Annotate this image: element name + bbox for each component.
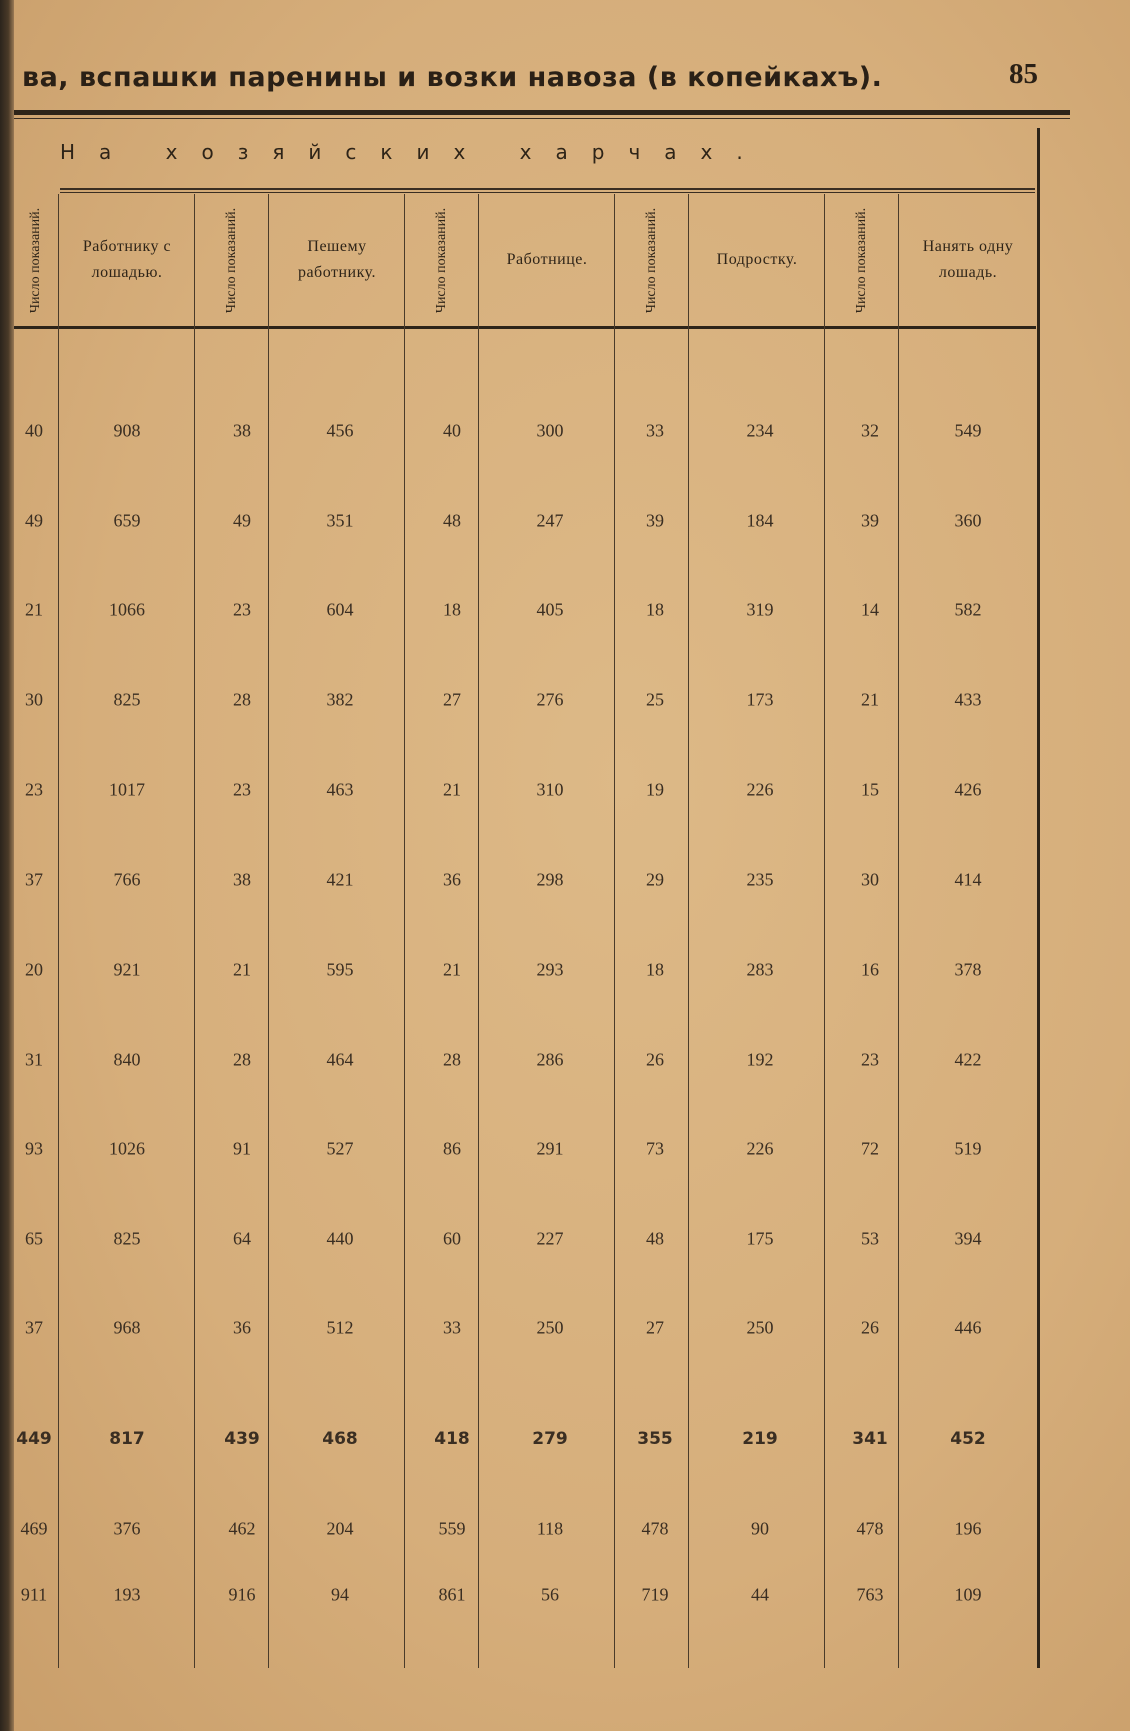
table-cell: 173	[746, 689, 774, 710]
table-cell: 39	[646, 510, 664, 531]
table-cell: 319	[746, 599, 774, 620]
table-cell: 184	[746, 510, 774, 531]
table-group-title: На хозяйских харчах.	[60, 140, 767, 164]
table-cell: 226	[746, 779, 774, 800]
column-header-worker-with-horse: Работнику с лошадью.	[82, 238, 172, 281]
table-cell: 60	[443, 1228, 461, 1249]
group-rule-thin	[60, 192, 1035, 193]
table-cell: 300	[536, 420, 564, 441]
table-cell: 418	[434, 1429, 470, 1449]
table-cell: 840	[113, 1049, 141, 1070]
table-cell: 39	[861, 510, 879, 531]
table-cell: 1066	[109, 599, 145, 620]
column-header-count-4: Число показаний.	[854, 207, 870, 313]
table-cell: 1026	[109, 1138, 145, 1159]
table-cell: 91	[233, 1138, 251, 1159]
table-cell: 414	[954, 869, 982, 890]
table-cell: 19	[646, 779, 664, 800]
table-cell: 766	[113, 869, 141, 890]
header-rule-thin	[14, 118, 1070, 119]
table-cell: 227	[536, 1228, 564, 1249]
table-cell: 31	[25, 1049, 43, 1070]
table-cell: 817	[109, 1429, 145, 1449]
column-divider	[404, 194, 405, 1668]
table-cell: 291	[536, 1138, 564, 1159]
column-divider	[58, 194, 59, 1668]
table-cell: 283	[746, 959, 774, 980]
table-cell: 519	[954, 1138, 982, 1159]
table-cell: 351	[326, 510, 354, 531]
table-cell: 175	[746, 1228, 774, 1249]
table-cell: 29	[646, 869, 664, 890]
table-cell: 422	[954, 1049, 982, 1070]
table-cell: 23	[861, 1049, 879, 1070]
table-cell: 193	[113, 1584, 141, 1605]
table-cell: 21	[25, 599, 43, 620]
table-cell: 56	[541, 1584, 559, 1605]
table-cell: 192	[746, 1049, 774, 1070]
table-cell: 37	[25, 869, 43, 890]
table-cell: 825	[113, 1228, 141, 1249]
column-header-female-worker: Работнице.	[506, 251, 588, 268]
table-cell: 286	[536, 1049, 564, 1070]
table-cell: 861	[438, 1584, 466, 1605]
table-cell: 360	[954, 510, 982, 531]
table-cell: 94	[331, 1584, 349, 1605]
table-cell: 376	[113, 1518, 141, 1539]
header-bottom-rule	[14, 326, 1036, 329]
table-cell: 36	[443, 869, 461, 890]
page-binding-edge	[0, 0, 14, 1731]
table-cell: 464	[326, 1049, 354, 1070]
table-cell: 27	[443, 689, 461, 710]
table-cell: 40	[443, 420, 461, 441]
table-cell: 18	[646, 599, 664, 620]
table-cell: 23	[233, 779, 251, 800]
table-cell: 44	[751, 1584, 769, 1605]
table-cell: 23	[25, 779, 43, 800]
table-cell: 28	[233, 1049, 251, 1070]
table-cell: 93	[25, 1138, 43, 1159]
table-cell: 405	[536, 599, 564, 620]
table-cell: 355	[637, 1429, 673, 1449]
table-cell: 293	[536, 959, 564, 980]
table-cell: 449	[16, 1429, 52, 1449]
table-cell: 204	[326, 1518, 354, 1539]
table-cell: 30	[25, 689, 43, 710]
table-cell: 247	[536, 510, 564, 531]
table-cell: 25	[646, 689, 664, 710]
table-cell: 462	[228, 1518, 256, 1539]
table-cell: 446	[954, 1317, 982, 1338]
table-right-border	[1037, 128, 1040, 1668]
table-cell: 559	[438, 1518, 466, 1539]
table-cell: 26	[646, 1049, 664, 1070]
table-cell: 90	[751, 1518, 769, 1539]
table-cell: 433	[954, 689, 982, 710]
table-cell: 36	[233, 1317, 251, 1338]
column-header-count-2: Число показаний.	[434, 207, 450, 313]
column-divider	[194, 194, 195, 1668]
table-cell: 18	[443, 599, 461, 620]
table-cell: 53	[861, 1228, 879, 1249]
column-header-count-3: Число показаний.	[644, 207, 660, 313]
column-header-count-1: Число показаний.	[224, 207, 240, 313]
table-cell: 38	[233, 869, 251, 890]
table-cell: 250	[536, 1317, 564, 1338]
table-cell: 719	[641, 1584, 669, 1605]
table-cell: 32	[861, 420, 879, 441]
table-cell: 16	[861, 959, 879, 980]
table-cell: 911	[20, 1584, 48, 1605]
table-cell: 456	[326, 420, 354, 441]
table-cell: 452	[950, 1429, 986, 1449]
table-cell: 310	[536, 779, 564, 800]
table-cell: 234	[746, 420, 774, 441]
table-cell: 21	[443, 959, 461, 980]
table-cell: 478	[856, 1518, 884, 1539]
table-cell: 421	[326, 869, 354, 890]
table-cell: 23	[233, 599, 251, 620]
table-cell: 33	[646, 420, 664, 441]
table-cell: 763	[856, 1584, 884, 1605]
table-cell: 49	[233, 510, 251, 531]
table-cell: 64	[233, 1228, 251, 1249]
table-cell: 86	[443, 1138, 461, 1159]
table-cell: 921	[113, 959, 141, 980]
column-header-count-0: Число показаний.	[28, 207, 44, 313]
table-cell: 463	[326, 779, 354, 800]
header-rule	[14, 110, 1070, 115]
table-cell: 378	[954, 959, 982, 980]
column-divider	[824, 194, 825, 1668]
table-cell: 40	[25, 420, 43, 441]
table-cell: 469	[20, 1518, 48, 1539]
column-header-foot-worker: Пешему работнику.	[297, 238, 377, 281]
table-cell: 18	[646, 959, 664, 980]
table-cell: 250	[746, 1317, 774, 1338]
table-cell: 65	[25, 1228, 43, 1249]
table-cell: 394	[954, 1228, 982, 1249]
page-header: ва, вспашки паренины и возки навоза (в копейкахъ).	[22, 62, 883, 93]
table-cell: 468	[322, 1429, 358, 1449]
table-cell: 196	[954, 1518, 982, 1539]
table-cell: 478	[641, 1518, 669, 1539]
page-number: 85	[1009, 58, 1038, 90]
column-divider	[614, 194, 615, 1668]
table-cell: 235	[746, 869, 774, 890]
table-cell: 21	[861, 689, 879, 710]
table-cell: 30	[861, 869, 879, 890]
table-cell: 279	[532, 1429, 568, 1449]
table-cell: 439	[224, 1429, 260, 1449]
table-cell: 226	[746, 1138, 774, 1159]
column-header-hire-horse: Нанять одну лошадь.	[922, 238, 1014, 281]
table-cell: 20	[25, 959, 43, 980]
table-cell: 38	[233, 420, 251, 441]
column-header-teenager: Подростку.	[716, 251, 798, 268]
table-cell: 109	[954, 1584, 982, 1605]
table-cell: 73	[646, 1138, 664, 1159]
table-cell: 298	[536, 869, 564, 890]
table-cell: 48	[443, 510, 461, 531]
table-cell: 916	[228, 1584, 256, 1605]
table-cell: 28	[233, 689, 251, 710]
table-cell: 604	[326, 599, 354, 620]
table-cell: 426	[954, 779, 982, 800]
table-cell: 968	[113, 1317, 141, 1338]
table-cell: 549	[954, 420, 982, 441]
table-cell: 27	[646, 1317, 664, 1338]
table-cell: 582	[954, 599, 982, 620]
table-cell: 26	[861, 1317, 879, 1338]
table-cell: 219	[742, 1429, 778, 1449]
group-rule	[60, 188, 1035, 190]
table-cell: 14	[861, 599, 879, 620]
table-cell: 659	[113, 510, 141, 531]
table-cell: 33	[443, 1317, 461, 1338]
table-cell: 72	[861, 1138, 879, 1159]
table-cell: 276	[536, 689, 564, 710]
table-cell: 15	[861, 779, 879, 800]
table-cell: 512	[326, 1317, 354, 1338]
table-cell: 48	[646, 1228, 664, 1249]
table-cell: 595	[326, 959, 354, 980]
table-cell: 527	[326, 1138, 354, 1159]
table-cell: 440	[326, 1228, 354, 1249]
table-cell: 37	[25, 1317, 43, 1338]
table-cell: 382	[326, 689, 354, 710]
table-cell: 825	[113, 689, 141, 710]
table-cell: 21	[443, 779, 461, 800]
table-cell: 28	[443, 1049, 461, 1070]
table-cell: 1017	[109, 779, 145, 800]
table-cell: 908	[113, 420, 141, 441]
table-cell: 341	[852, 1429, 888, 1449]
table-cell: 21	[233, 959, 251, 980]
table-cell: 49	[25, 510, 43, 531]
table-cell: 118	[536, 1518, 564, 1539]
